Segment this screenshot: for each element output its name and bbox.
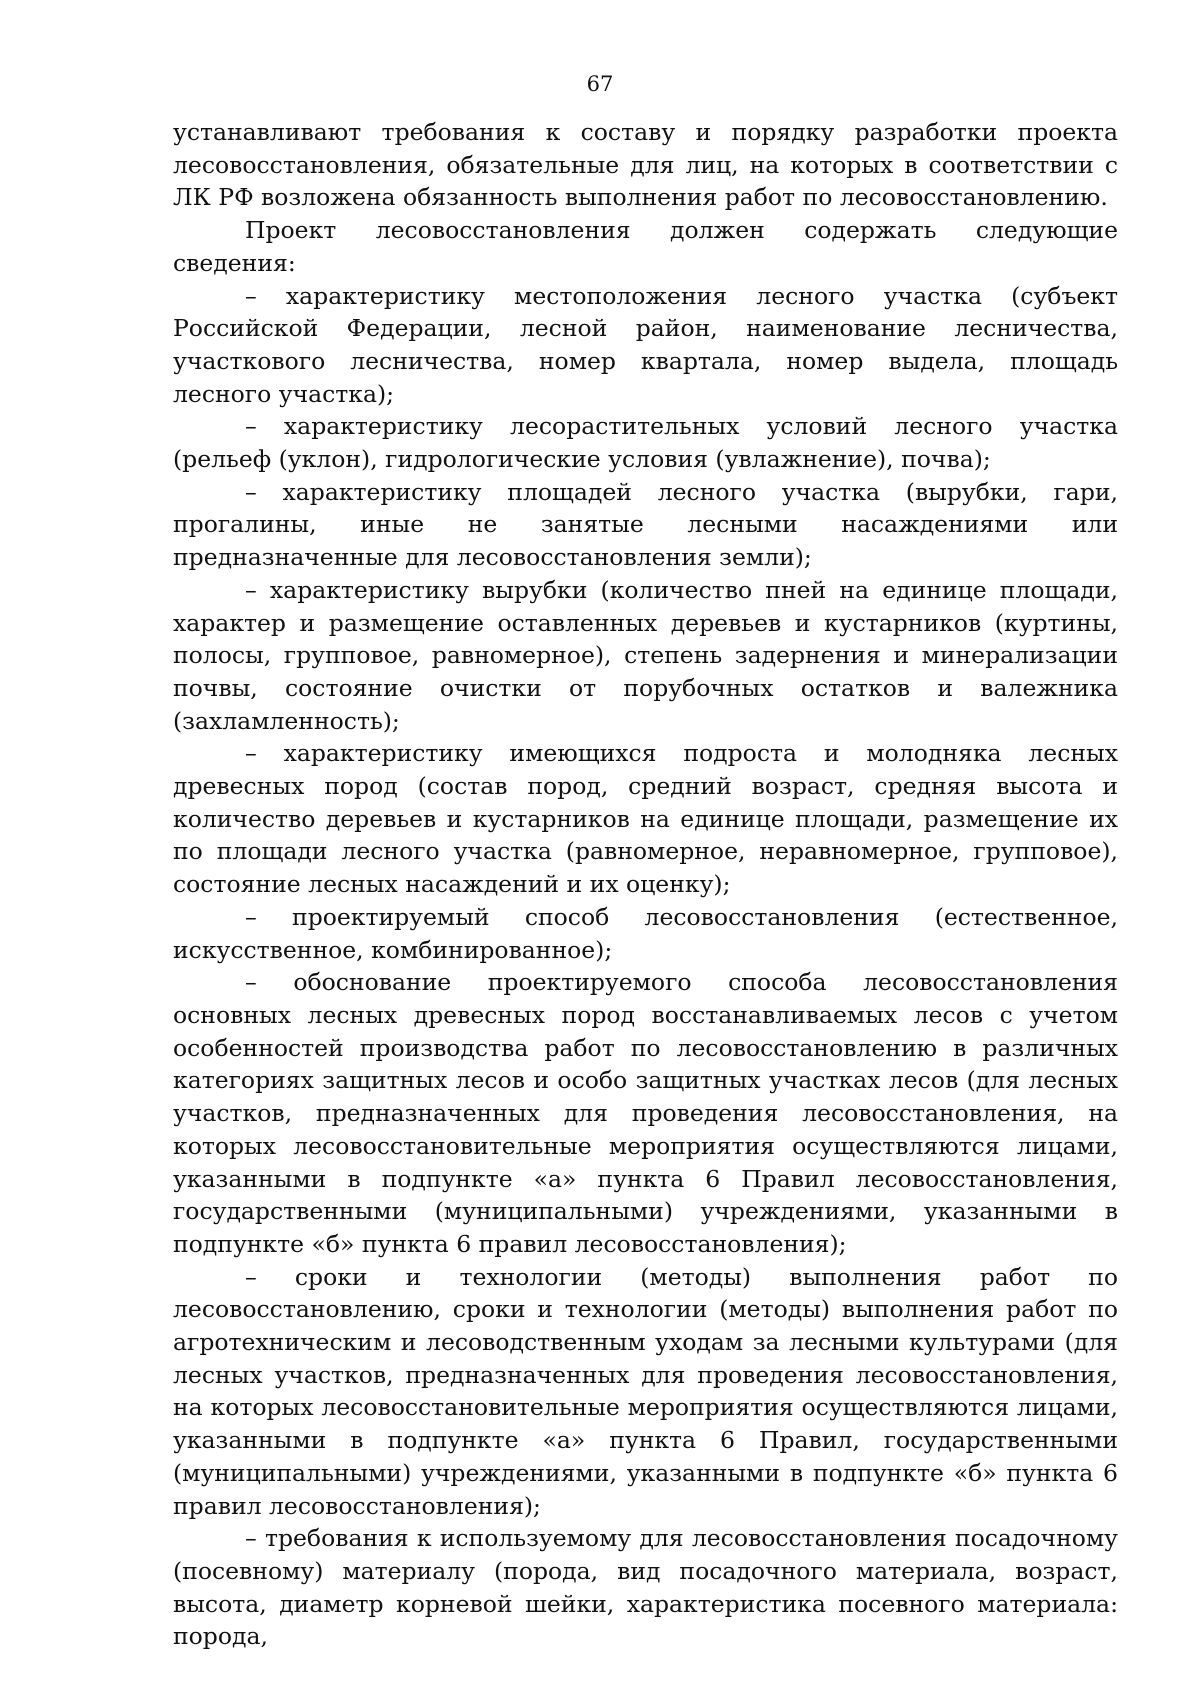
document-body (173, 116, 1118, 1653)
page-number: 67 (586, 72, 614, 96)
list-item-growing-conditions: – характеристику лесорастительных условий лесного участка (рельеф (уклон), гидрологические условия (увлажнение), почва); (173, 412, 1118, 474)
list-item-clearing: – характеристику вырубки (количество пней на единице площади, характер и размещение оставленных деревьев и кустарников (куртины, полосы, групповое, равномерное), степень задернения и минерализации почвы, состояние очистки от порубочных остатков и валежника (захламленность); (173, 575, 1118, 735)
list-item-location: – характеристику местоположения лесного участка (субъект Российской Федерации, лесной район, наименование лесничества, участкового лесничества, номер квартала, номер выдела, площадь лесного участка); (173, 281, 1118, 408)
list-item-method: – проектируемый способ лесовосстановления (естественное, искусственное, комбинированное); (173, 902, 1118, 964)
list-item-plot-areas: – характеристику площадей лесного участка (вырубки, гари, прогалины, иные не занятые лесными насаждениями или предназначенные для лесовосстановления земли); (173, 477, 1118, 572)
list-item-method-justification: – обоснование проектируемого способа лесовосстановления основных лесных древесных пород восстанавливаемых лесов с учетом особенностей производства работ по лесовосстановлению в различных категориях защитных лесов и особо защитных участках лесов (для лесных участков, предназначенных для проведения лесовосстановления, на которых лесовосстановительные мероприятия осуществляются лицами, указанными в подпункте «а» пункта 6 Правил лесовосстановления, государственными (муниципальными) учреждениями, указанными в подпункте «б» пункта 6 правил лесовосстановления); (173, 968, 1118, 1258)
list-item-undergrowth: – характеристику имеющихся подроста и молодняка лесных древесных пород (состав пород, средний возраст, средняя высота и количество деревьев и кустарников на единице площади, размещение их по площади лесного участка (равномерное, неравномерное, групповое), состояние лесных насаждений и их оценку); (173, 739, 1118, 899)
list-item-planting-material: – требования к используемому для лесовосстановления посадочному (посевному) материалу (порода, вид посадочного материала, возраст, высота, диаметр корневой шейки, характеристика посевного материала: порода, (173, 1524, 1118, 1651)
paragraph-intro-continuation: устанавливают требования к составу и порядку разработки проекта лесовосстановления, обязательные для лиц, на которых в соответствии с ЛК РФ возложена обязанность выполнения работ по лесовосстановлению. (173, 118, 1118, 212)
list-item-timing-technology: – сроки и технологии (методы) выполнения работ по лесовосстановлению, сроки и технологии (методы) выполнения работ по агротехническим и лесоводственным уходам за лесными культурами (для лесных участков, предназначенных для проведения лесовосстановления, на которых лесовосстановительные мероприятия осуществляются лицами, указанными в подпункте «а» пункта 6 Правил, государственными (муниципальными) учреждениями, указанными в подпункте «б» пункта 6 правил лесовосстановления); (173, 1262, 1118, 1520)
paragraph-project-contents: Проект лесовосстановления должен содержать следующие сведения: (173, 216, 1118, 277)
